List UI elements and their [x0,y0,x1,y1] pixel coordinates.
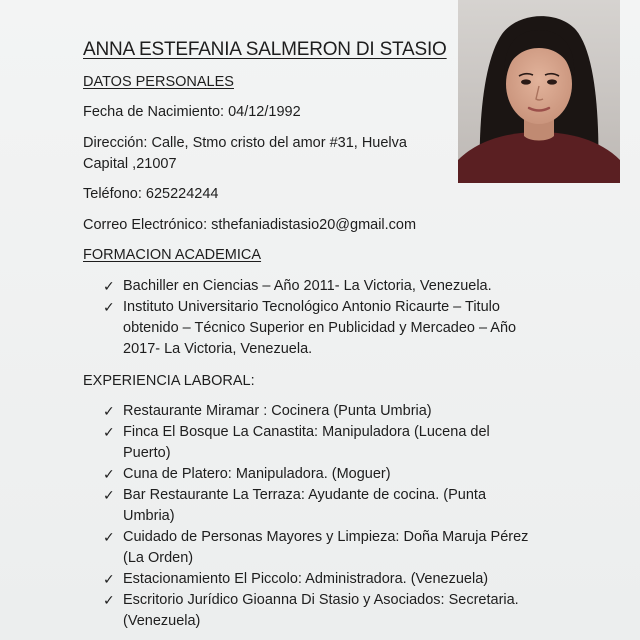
birth-date-line [83,104,301,120]
list-item: ✓ Escritorio Jurídico Gioanna Di Stasio y Asociados: Secretaria. (Venezuela) [103,592,519,629]
list-item: ✓ Restaurante Miramar : Cocinera (Punta Umbria) [103,401,573,422]
check-icon: ✓ [103,466,115,482]
email-label: Correo Electrónico: [83,217,208,233]
list-item: ✓ Cuna de Platero: Manipuladora. (Moguer) [103,464,573,485]
phone-value: 625224244 [145,186,219,202]
birth-date-label: Fecha de Nacimiento: [83,104,225,120]
section-heading-experience: EXPERIENCIA LABORAL: [83,373,255,389]
email-line [83,217,416,233]
address-line-2: Capital ,21007 [83,156,177,172]
check-icon: ✓ [103,571,115,587]
list-item: ✓ Bar Restaurante La Terraza: Ayudante de cocina. (Punta Umbria) [103,487,487,524]
list-item: ✓ Bachiller en Ciencias – Año 2011- La Victoria, Venezuela. [103,276,573,297]
experience-list [103,401,573,632]
list-item: ✓ Instituto Universitario Tecnológico Antonio Ricaurte – Titulo obtenido – Técnico Superior en Publicidad y Mercadeo – Año 2017- La Victoria, Venezuela. [103,299,517,357]
check-icon: ✓ [103,403,115,419]
section-heading-education: FORMACION ACADEMICA [83,247,262,263]
section-heading-personal: DATOS PERSONALES [83,74,234,90]
candidate-name: ANNA ESTEFANIA SALMERON DI STASIO [83,39,447,60]
education-list [103,276,573,360]
address-label: Dirección: [83,135,148,151]
list-item: ✓ Estacionamiento El Piccolo: Administradora. (Venezuela) [103,569,573,590]
check-icon: ✓ [103,424,115,440]
phone-label: Teléfono: [83,186,142,202]
check-icon: ✓ [103,278,115,294]
portrait-illustration [458,0,620,183]
list-item: ✓ Finca El Bosque La Canastita: Manipuladora (Lucena del Puerto) [103,424,490,461]
portrait-photo [458,0,620,183]
phone-line [83,186,218,202]
address-line-1 [83,135,407,151]
email-value: sthefaniadistasio20@gmail.com [211,217,417,233]
birth-date-value: 04/12/1992 [228,104,301,120]
address-value-1: Calle, Stmo cristo del amor #31, Huelva [151,135,407,151]
check-icon: ✓ [103,487,115,503]
list-item: ✓ Cuidado de Personas Mayores y Limpieza: Doña Maruja Pérez (La Orden) [103,529,529,566]
check-icon: ✓ [103,592,115,608]
check-icon: ✓ [103,529,115,545]
check-icon: ✓ [103,299,115,315]
